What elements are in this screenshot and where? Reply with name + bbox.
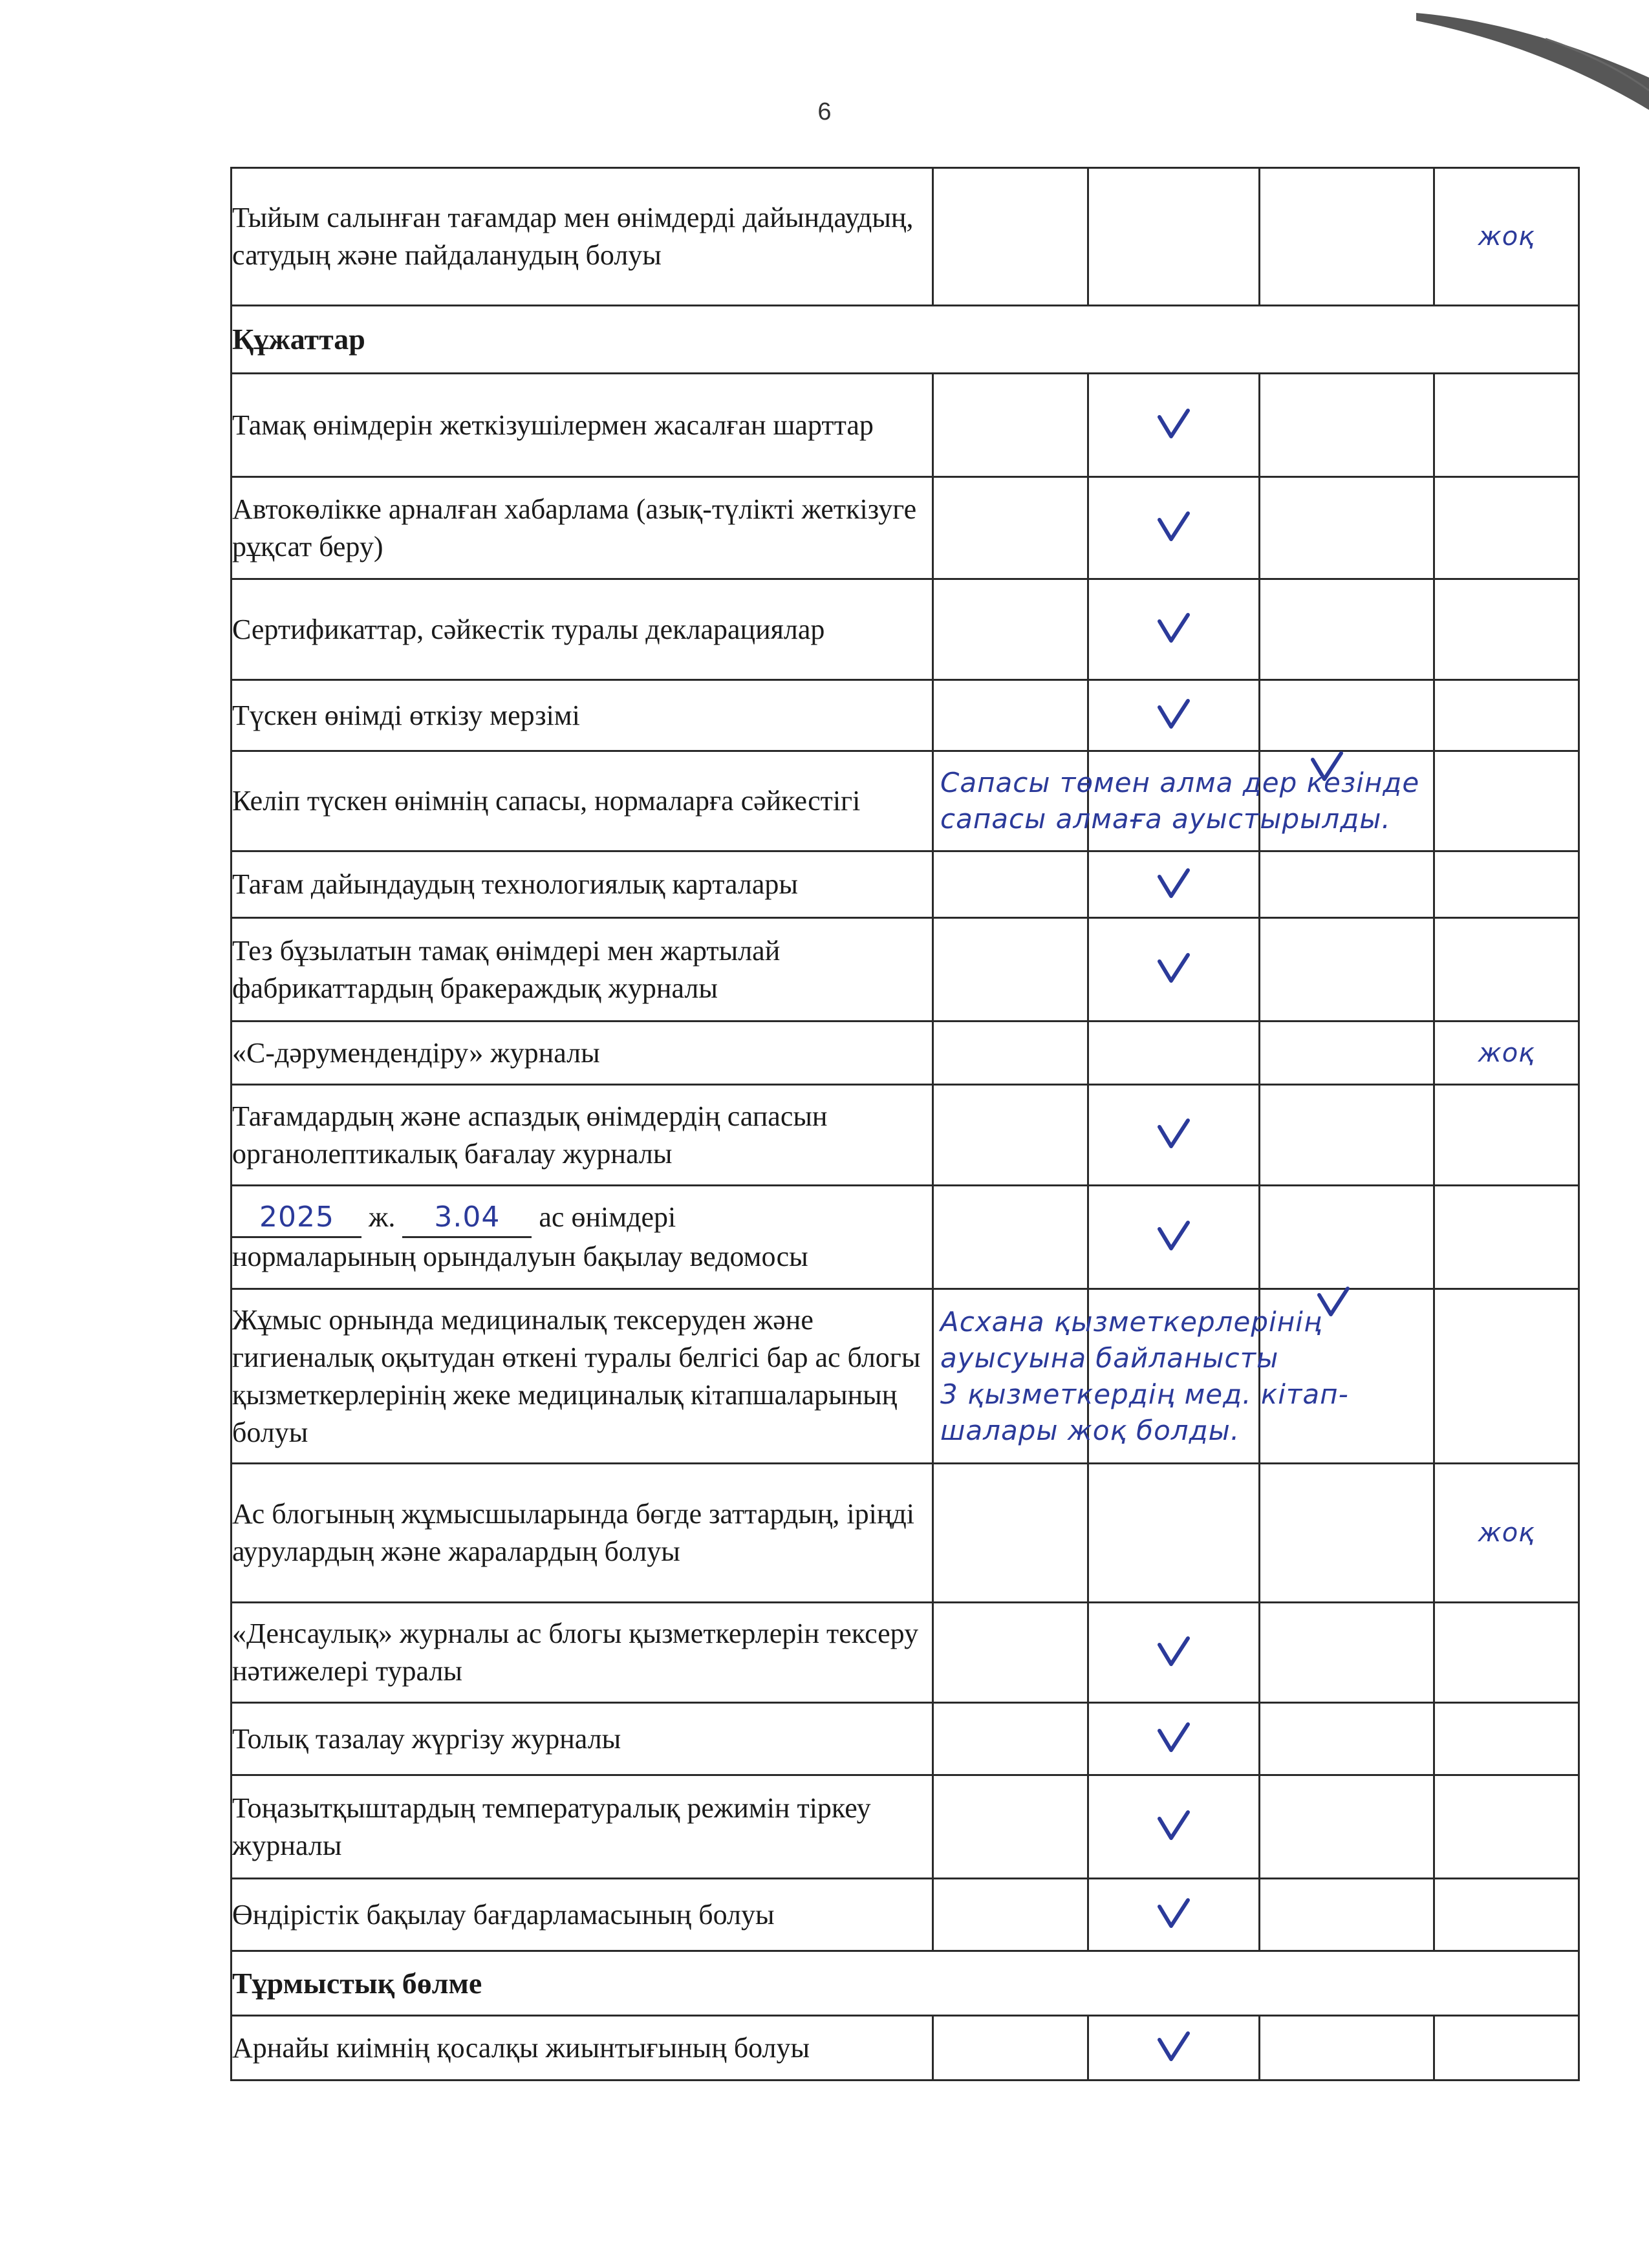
check-mark-icon bbox=[1315, 1283, 1352, 1320]
row-label: Автокөлікке арналған хабарлама (азық-түлікті жеткізуге рұқсат беру) bbox=[232, 477, 933, 579]
check-mark-icon bbox=[1156, 950, 1192, 986]
mark-cell bbox=[1088, 2016, 1260, 2081]
table-row bbox=[232, 374, 1579, 477]
handwritten-note-line: ауысуына байланысты bbox=[940, 1342, 1279, 1374]
mark-cell bbox=[1088, 1022, 1260, 1085]
mark-cell bbox=[1088, 1879, 1260, 1951]
mark-cell bbox=[1434, 2016, 1579, 2081]
check-mark-icon bbox=[1156, 1807, 1192, 1843]
mark-cell bbox=[1260, 680, 1434, 751]
table-row bbox=[232, 2016, 1579, 2081]
mark-cell bbox=[933, 477, 1088, 579]
row-label: «С-дәрумендендіру» журналы bbox=[232, 1022, 933, 1085]
mark-cell bbox=[933, 1775, 1088, 1879]
handwritten-note-line: Сапасы төмен алма дер кезінде bbox=[940, 767, 1420, 798]
mark-cell bbox=[933, 1703, 1088, 1775]
mark-cell bbox=[1260, 2016, 1434, 2081]
table-row bbox=[232, 851, 1579, 918]
table-row bbox=[232, 918, 1579, 1022]
mark-cell bbox=[1260, 918, 1434, 1022]
row-label: Арнайы киімнің қосалқы жиынтығының болуы bbox=[232, 2016, 933, 2081]
section-row bbox=[232, 306, 1579, 374]
handwritten-note: жоқ bbox=[1478, 1518, 1535, 1548]
mark-cell bbox=[933, 2016, 1088, 2081]
mark-cell bbox=[1088, 851, 1260, 918]
section-title: Тұрмыстық бөлме bbox=[232, 1951, 1579, 2016]
mark-cell bbox=[1434, 918, 1579, 1022]
check-mark-icon bbox=[1156, 2028, 1192, 2064]
mark-cell bbox=[1088, 579, 1260, 680]
row-label: Тыйым салынған тағамдар мен өнімдерді дайындаудың, сатудың және пайдаланудың болуы bbox=[232, 168, 933, 306]
mark-cell bbox=[1260, 1022, 1434, 1085]
mark-cell bbox=[1434, 1775, 1579, 1879]
mark-cell bbox=[1434, 751, 1579, 851]
mark-cell bbox=[1260, 1703, 1434, 1775]
mark-cell bbox=[933, 579, 1088, 680]
mark-cell bbox=[1088, 1464, 1260, 1603]
mark-cell bbox=[1434, 477, 1579, 579]
year-suffix: ж. bbox=[369, 1201, 396, 1233]
table-row bbox=[232, 1464, 1579, 1603]
check-mark-icon bbox=[1156, 405, 1192, 442]
handwritten-year: 2025 bbox=[259, 1201, 334, 1234]
row-label bbox=[232, 1186, 933, 1289]
check-mark-icon bbox=[1156, 1633, 1192, 1669]
table-row bbox=[232, 751, 1579, 851]
mark-cell bbox=[1088, 1603, 1260, 1703]
mark-cell bbox=[933, 1085, 1088, 1186]
mark-cell bbox=[1088, 918, 1260, 1022]
date-fill-in bbox=[402, 1199, 532, 1238]
note-cell bbox=[933, 751, 1420, 851]
mark-cell bbox=[1260, 851, 1434, 918]
mark-cell bbox=[933, 1879, 1088, 1951]
mark-cell bbox=[933, 168, 1088, 306]
mark-cell bbox=[933, 1603, 1088, 1703]
table-row bbox=[232, 1775, 1579, 1879]
check-mark-icon bbox=[1156, 610, 1192, 646]
row-label: Жұмыс орнында медициналық тексеруден және гигиеналық оқытудан өткені туралы белгісі бар ас блогы қызметкерлерінің жеке медициналық кітапшаларының болуы bbox=[232, 1289, 933, 1464]
row-label: Түскен өнімді өткізу мерзімі bbox=[232, 680, 933, 751]
row-label-part: ас өнімдері bbox=[539, 1201, 676, 1233]
handwritten-note bbox=[940, 1290, 1349, 1462]
row-label-part: нормаларының орындалуын бақылау ведомосы bbox=[232, 1241, 808, 1272]
handwritten-note-line: шалары жоқ болды. bbox=[940, 1414, 1240, 1446]
check-mark-icon bbox=[1156, 865, 1192, 901]
mark-cell bbox=[1260, 1186, 1434, 1289]
mark-cell bbox=[1088, 1085, 1260, 1186]
handwritten-note-line: сапасы алмаға ауыстырылды. bbox=[940, 803, 1391, 835]
note-cell bbox=[1434, 1464, 1579, 1603]
check-mark-icon bbox=[1156, 1217, 1192, 1254]
check-mark-icon bbox=[1156, 1719, 1192, 1755]
row-label: Тағам дайындаудың технологиялық карталары bbox=[232, 851, 933, 918]
mark-cell bbox=[1434, 374, 1579, 477]
row-label: Тағамдардың және аспаздық өнімдердің сапасын органолептикалық бағалау журналы bbox=[232, 1085, 933, 1186]
inspection-checklist-table bbox=[230, 167, 1580, 2081]
table-row bbox=[232, 477, 1579, 579]
mark-cell bbox=[1260, 1085, 1434, 1186]
check-mark-icon bbox=[1156, 1895, 1192, 1931]
check-mark-icon bbox=[1309, 748, 1345, 784]
mark-cell bbox=[933, 918, 1088, 1022]
mark-cell bbox=[1434, 579, 1579, 680]
table-row bbox=[232, 1879, 1579, 1951]
mark-cell bbox=[1434, 851, 1579, 918]
mark-cell bbox=[933, 851, 1088, 918]
handwritten-note-line: 3 қызметкердің мед. кітап- bbox=[940, 1378, 1349, 1410]
mark-cell bbox=[1434, 1289, 1579, 1464]
table-row bbox=[232, 1289, 1579, 1464]
note-cell bbox=[1434, 168, 1579, 306]
table-row bbox=[232, 1603, 1579, 1703]
check-mark-icon bbox=[1156, 508, 1192, 544]
row-label: Ас блогының жұмысшыларында бөгде заттардың, іріңді аурулардың және жаралардың болуы bbox=[232, 1464, 933, 1603]
handwritten-note bbox=[940, 752, 1420, 850]
handwritten-date: 3.04 bbox=[434, 1201, 501, 1234]
mark-cell bbox=[1260, 477, 1434, 579]
mark-cell bbox=[1088, 374, 1260, 477]
mark-cell bbox=[1088, 1703, 1260, 1775]
mark-cell bbox=[1434, 1603, 1579, 1703]
row-label: Келіп түскен өнімнің сапасы, нормаларға сәйкестігі bbox=[232, 751, 933, 851]
section-title: Құжаттар bbox=[232, 306, 1579, 374]
mark-cell bbox=[1434, 1703, 1579, 1775]
mark-cell bbox=[1260, 579, 1434, 680]
mark-cell bbox=[1434, 1879, 1579, 1951]
section-row bbox=[232, 1951, 1579, 2016]
table-row bbox=[232, 1186, 1579, 1289]
mark-cell bbox=[933, 374, 1088, 477]
row-label: Сертификаттар, сәйкестік туралы декларациялар bbox=[232, 579, 933, 680]
row-label: Тез бұзылатын тамақ өнімдері мен жартылай фабрикаттардың бракераждық журналы bbox=[232, 918, 933, 1022]
mark-cell bbox=[1088, 477, 1260, 579]
mark-cell bbox=[1434, 680, 1579, 751]
row-label: Толық тазалау жүргізу журналы bbox=[232, 1703, 933, 1775]
handwritten-note: жоқ bbox=[1478, 222, 1535, 251]
table-row bbox=[232, 168, 1579, 306]
page-number: 6 bbox=[817, 98, 832, 125]
mark-cell bbox=[1088, 1775, 1260, 1879]
mark-cell bbox=[1260, 374, 1434, 477]
mark-cell bbox=[1260, 1464, 1434, 1603]
mark-cell bbox=[933, 1022, 1088, 1085]
row-label: Тоңазытқыштардың температуралық режимін тіркеу журналы bbox=[232, 1775, 933, 1879]
mark-cell bbox=[1434, 1085, 1579, 1186]
table-row bbox=[232, 579, 1579, 680]
mark-cell bbox=[1088, 1186, 1260, 1289]
note-cell bbox=[933, 1289, 1349, 1464]
mark-cell bbox=[933, 1464, 1088, 1603]
check-mark-icon bbox=[1156, 1115, 1192, 1151]
mark-cell bbox=[1260, 1879, 1434, 1951]
mark-cell bbox=[1088, 680, 1260, 751]
table-row bbox=[232, 1022, 1579, 1085]
mark-cell bbox=[933, 680, 1088, 751]
mark-cell bbox=[933, 1186, 1088, 1289]
handwritten-note: жоқ bbox=[1478, 1038, 1535, 1068]
mark-cell bbox=[1088, 751, 1260, 851]
row-label: Өндірістік бақылау бағдарламасының болуы bbox=[232, 1879, 933, 1951]
mark-cell bbox=[1260, 751, 1434, 851]
mark-cell bbox=[1434, 1186, 1579, 1289]
check-mark-icon bbox=[1156, 696, 1192, 732]
mark-cell bbox=[1260, 168, 1434, 306]
table-row bbox=[232, 680, 1579, 751]
table-row bbox=[232, 1703, 1579, 1775]
handwritten-note-line: Асхана қызметкерлерінің bbox=[940, 1305, 1322, 1338]
row-label: Тамақ өнімдерін жеткізушілермен жасалған шарттар bbox=[232, 374, 933, 477]
mark-cell bbox=[1088, 168, 1260, 306]
row-label: «Денсаулық» журналы ас блогы қызметкерлерін тексеру нәтижелері туралы bbox=[232, 1603, 933, 1703]
mark-cell bbox=[1260, 1603, 1434, 1703]
note-cell bbox=[1434, 1022, 1579, 1085]
mark-cell bbox=[1260, 1775, 1434, 1879]
year-fill-in bbox=[232, 1199, 361, 1238]
table-row bbox=[232, 1085, 1579, 1186]
